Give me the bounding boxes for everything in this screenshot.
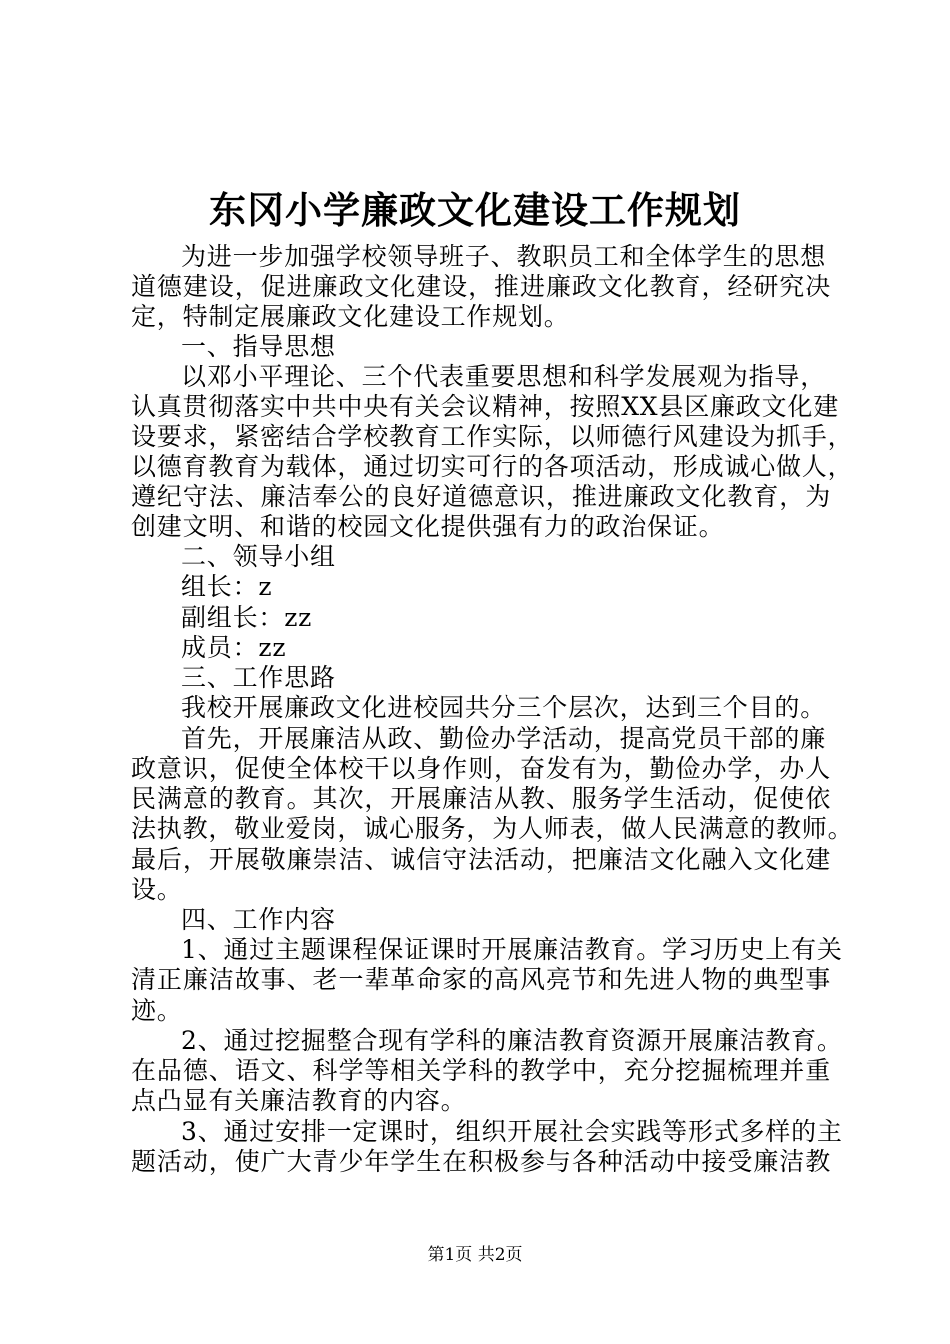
paragraph-line: 认真贯彻落实中共中央有关会议精神，按照XX县区廉政文化建 xyxy=(131,392,839,421)
section-heading: 四、工作内容 xyxy=(181,905,336,934)
paragraph-line: 2、通过挖掘整合现有学科的廉洁教育资源开展廉洁教育。 xyxy=(181,1026,843,1055)
members-line: 成员：zz xyxy=(181,633,287,662)
paragraph-line: 1、通过主题课程保证课时开展廉洁教育。学习历史上有关 xyxy=(181,935,843,964)
section-heading: 一、指导思想 xyxy=(181,332,336,361)
paragraph-line: 遵纪守法、廉洁奉公的良好道德意识，推进廉政文化教育，为 xyxy=(131,482,831,511)
paragraph-line: 我校开展廉政文化进校园共分三个层次，达到三个目的。 xyxy=(181,693,827,722)
paragraph-line: 政意识，促使全体校干以身作则，奋发有为，勤俭办学，办人 xyxy=(131,754,831,783)
paragraph-line: 民满意的教育。其次，开展廉洁从教、服务学生活动，促使依 xyxy=(131,784,831,813)
paragraph-line: 最后，开展敬廉崇洁、诚信守法活动，把廉洁文化融入文化建 xyxy=(131,845,831,874)
paragraph-line: 法执教，敬业爱岗，诚心服务，为人师表，做人民满意的教师。 xyxy=(131,814,854,843)
paragraph-line: 道德建设，促进廉政文化建设，推进廉政文化教育，经研究决 xyxy=(131,272,831,301)
paragraph-line: 迹。 xyxy=(131,996,183,1025)
paragraph-line: 在品德、语文、科学等相关学科的教学中，充分挖掘梳理并重 xyxy=(131,1056,831,1085)
paragraph-line: 创建文明、和谐的校园文化提供强有力的政治保证。 xyxy=(131,512,725,541)
paragraph-line: 首先，开展廉洁从政、勤俭办学活动，提高党员干部的廉 xyxy=(181,724,827,753)
paragraph-line: 为进一步加强学校领导班子、教职员工和全体学生的思想 xyxy=(181,242,827,271)
paragraph-line: 定，特制定展廉政文化建设工作规划。 xyxy=(131,302,570,331)
paragraph-line: 清正廉洁故事、老一辈革命家的高风亮节和先进人物的典型事 xyxy=(131,965,831,994)
paragraph-line: 点凸显有关廉洁教育的内容。 xyxy=(131,1086,467,1115)
document-title: 东冈小学廉政文化建设工作规划 xyxy=(209,188,741,232)
paragraph-line: 以邓小平理论、三个代表重要思想和科学发展观为指导， xyxy=(181,362,827,391)
paragraph-line: 3、通过安排一定课时，组织开展社会实践等形式多样的主 xyxy=(181,1117,843,1146)
section-heading: 三、工作思路 xyxy=(181,663,336,692)
paragraph-line: 设。 xyxy=(131,875,183,904)
paragraph-line: 题活动，使广大青少年学生在积极参与各种活动中接受廉洁教 xyxy=(131,1147,831,1176)
paragraph-line: 设要求，紧密结合学校教育工作实际，以师德行风建设为抓手， xyxy=(131,422,854,451)
deputy-leader-line: 副组长：zz xyxy=(181,603,313,632)
leader-line: 组长：z xyxy=(181,572,273,601)
page-footer: 第1页 共2页 xyxy=(427,1245,523,1265)
section-heading: 二、领导小组 xyxy=(181,542,336,571)
paragraph-line: 以德育教育为载体，通过切实可行的各项活动，形成诚心做人， xyxy=(131,452,854,481)
